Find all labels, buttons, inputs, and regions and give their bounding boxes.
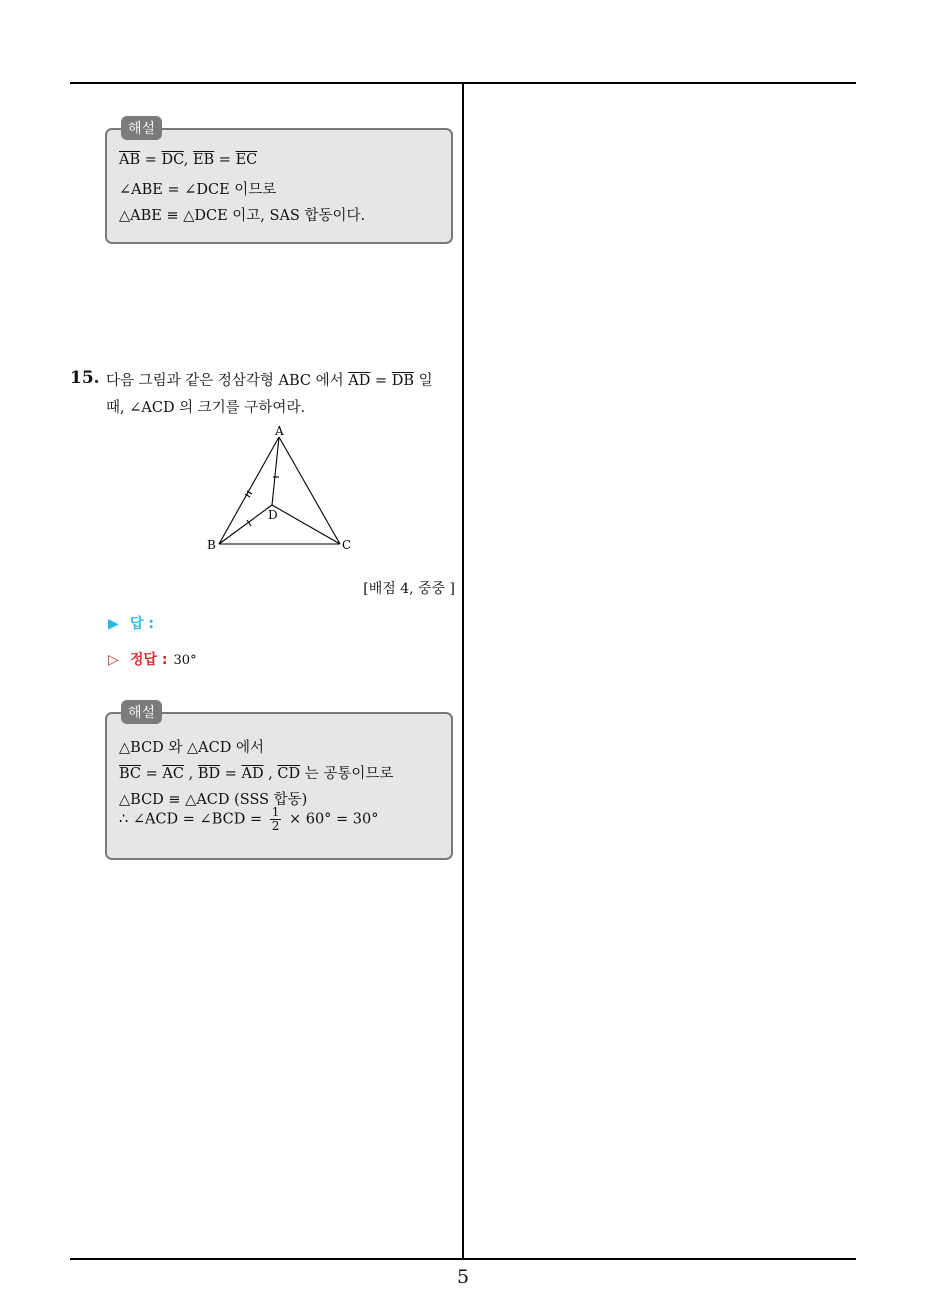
correct-value: 30° [173, 653, 197, 668]
vertex-label-b: B [207, 538, 216, 552]
footer-rule [70, 1258, 856, 1260]
separator: , [183, 766, 198, 782]
segment-bd: $\overline{BD}$ [197, 766, 221, 782]
question-text-line-2: 때, ∠ACD 의 크기를 구하여라. [106, 400, 306, 416]
fraction-denominator: 2 [271, 819, 280, 833]
comma: , [183, 152, 193, 168]
solution-line-2: ∠ABE = ∠DCE 이므로 [119, 182, 277, 198]
fraction [270, 806, 282, 833]
vertex-label-a: A [275, 424, 284, 438]
solution-text: 는 공통이므로 [300, 766, 394, 782]
outline-play-icon: ▷ [108, 652, 119, 668]
equation-prefix: ∴ ∠ACD = ∠BCD = [119, 811, 267, 828]
solution-label: 해설 [121, 116, 162, 140]
score-difficulty: [배점 4, 중중 ] [363, 581, 455, 597]
segment-cd: $\overline{CD}$ [277, 766, 301, 782]
equals: = [214, 152, 236, 168]
segment-ab: $\overline{AB}$ [119, 152, 141, 168]
segment-eb: $\overline{EB}$ [192, 152, 215, 168]
solution-line-1 [119, 152, 257, 168]
answer-label: 답 : [130, 616, 154, 632]
correct-answer-row [108, 649, 197, 669]
solution-line-3: △BCD ≡ △ACD (SSS 합동) [119, 792, 308, 808]
segment-dc: $\overline{DC}$ [161, 152, 184, 168]
equals: = [220, 766, 242, 782]
separator: , [263, 766, 278, 782]
question-text-line-1 [106, 369, 433, 390]
question-number: 15. [70, 368, 100, 388]
triangle-figure [200, 422, 360, 557]
solution-line-3: △ABE ≡ △DCE 이고, SAS 합동이다. [119, 208, 366, 224]
solution-line-2 [119, 762, 393, 783]
correct-label: 정답 : [130, 652, 168, 668]
solution-label: 해설 [121, 700, 162, 724]
segment-ec: $\overline{EC}$ [235, 152, 258, 168]
solution-box-2 [105, 705, 453, 860]
edge-cd [272, 505, 340, 544]
segment-ad: $\overline{AD}$ [348, 373, 371, 389]
answer-row [108, 613, 154, 633]
vertex-label-c: C [342, 538, 352, 552]
equals: = [141, 766, 163, 782]
solution-line-1: △BCD 와 △ACD 에서 [119, 740, 264, 756]
equation-suffix: × 60° = 30° [284, 811, 379, 828]
solution-box-1 [105, 121, 453, 244]
solution-line-4 [119, 806, 379, 833]
page-number: 5 [456, 1266, 470, 1288]
segment-bc: $\overline{BC}$ [119, 766, 142, 782]
fraction-numerator: 1 [271, 805, 280, 819]
segment-ad: $\overline{AD}$ [241, 766, 264, 782]
equals: = [140, 152, 162, 168]
segment-db: $\overline{DB}$ [391, 373, 415, 389]
edge-ab [219, 437, 279, 544]
vertex-label-d: D [268, 508, 278, 522]
edge-bd [219, 505, 272, 544]
segment-ac: $\overline{AC}$ [162, 766, 184, 782]
edge-ac [279, 437, 340, 544]
column-divider [462, 83, 464, 1259]
equals: = [370, 373, 392, 389]
question-text: 일 [414, 373, 433, 389]
question-text: 다음 그림과 같은 정삼각형 ABC 에서 [106, 373, 349, 389]
play-icon: ▶ [108, 616, 119, 632]
